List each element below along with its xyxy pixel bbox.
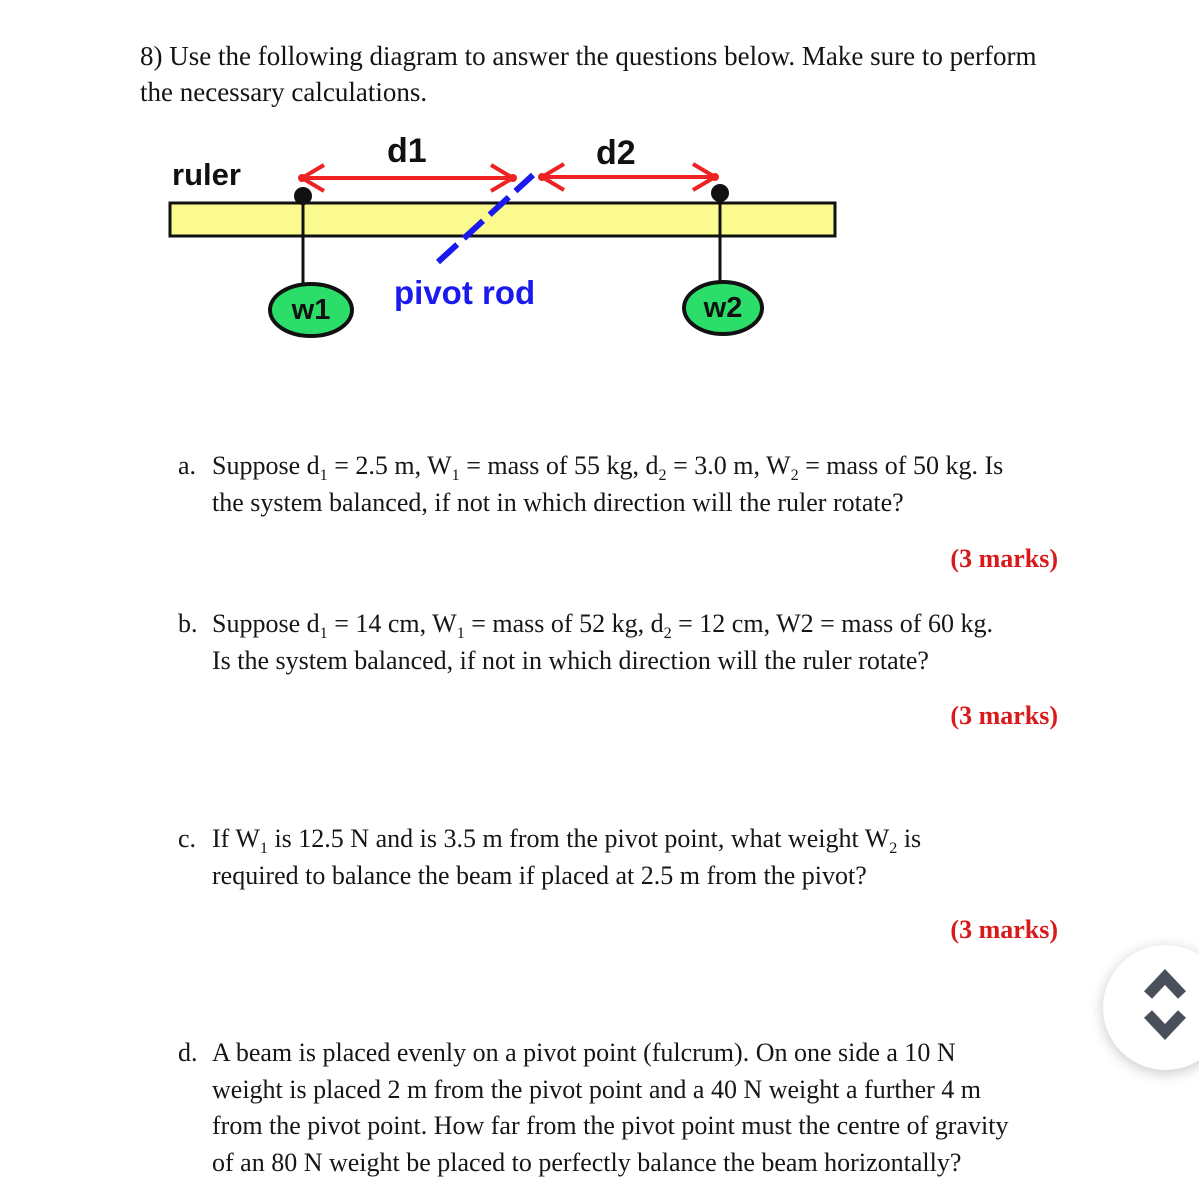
question-a-label: a. bbox=[178, 451, 197, 480]
question-c bbox=[178, 821, 921, 894]
d2-arrow-tip-dot-left bbox=[538, 173, 546, 181]
scroll-navigation-fab[interactable] bbox=[1103, 945, 1199, 1070]
question-d-line-3: from the pivot point. How far from the pivot point must the centre of gravity bbox=[212, 1111, 1009, 1140]
question-a-text bbox=[212, 448, 1003, 521]
ruler-label: ruler bbox=[172, 157, 241, 192]
question-a-marks: (3 marks) bbox=[950, 544, 1058, 573]
question-a-line-1: Suppose $d_1 = 2.5$ m, $W_1$ = mass of 55 kg, $d_2 = 3.0$ m, $W_2$ = mass of 50 kg. Is bbox=[212, 451, 1004, 485]
question-c-line-1: If $W_1$ is 12.5 N and is 3.5 m from the pivot point, what weight $W_2$ is bbox=[212, 824, 922, 858]
question-c-text bbox=[212, 821, 921, 894]
question-b-text bbox=[212, 606, 993, 679]
w2-label: w2 bbox=[703, 292, 743, 324]
w2-attach-dot bbox=[711, 184, 729, 202]
d1-label: d1 bbox=[387, 132, 427, 170]
heading-line-2: the necessary calculations. bbox=[140, 77, 428, 107]
question-b-marks: (3 marks) bbox=[950, 701, 1058, 730]
question-c-marks: (3 marks) bbox=[950, 915, 1058, 944]
d1-arrow-tip-dot-right bbox=[509, 174, 517, 182]
question-8-heading bbox=[140, 38, 1037, 110]
question-c-label: c. bbox=[178, 824, 197, 853]
question-d-text bbox=[212, 1035, 1008, 1181]
ruler-bar bbox=[170, 203, 835, 236]
question-b-label: b. bbox=[178, 609, 198, 638]
question-d bbox=[178, 1035, 1008, 1181]
chevron-down-icon[interactable] bbox=[1148, 1014, 1182, 1032]
w1-attach-dot bbox=[294, 187, 312, 205]
question-c-line-2: required to balance the beam if placed at 2.5 m from the pivot? bbox=[212, 860, 867, 890]
d1-arrow-tip-dot-left bbox=[298, 174, 306, 182]
question-b-line-1: Suppose $d_1 = 14$ cm, $W_1$ = mass of 52 kg, $d_2 = 12$ cm, W2 = mass of 60 kg. bbox=[212, 609, 993, 643]
question-a bbox=[178, 448, 1003, 521]
d2-label: d2 bbox=[596, 134, 636, 172]
heading-line-1: 8) Use the following diagram to answer the questions below. Make sure to perform bbox=[140, 41, 1037, 71]
w1-label: w1 bbox=[291, 294, 331, 326]
question-b-line-2: Is the system balanced, if not in which direction will the ruler rotate? bbox=[212, 645, 929, 675]
question-d-line-1: A beam is placed evenly on a pivot point (fulcrum). On one side a 10 N bbox=[212, 1038, 956, 1067]
chevron-up-icon[interactable] bbox=[1148, 977, 1182, 995]
question-d-label: d. bbox=[178, 1038, 198, 1067]
question-a-line-2: the system balanced, if not in which direction will the ruler rotate? bbox=[212, 487, 904, 517]
question-d-line-2: weight is placed 2 m from the pivot point and a 40 N weight a further 4 m bbox=[212, 1074, 981, 1104]
d2-arrow-tip-dot-right bbox=[711, 173, 719, 181]
question-b bbox=[178, 606, 993, 679]
question-d-line-4: of an 80 N weight be placed to perfectly balance the beam horizontally? bbox=[212, 1147, 962, 1177]
pivot-rod-label: pivot rod bbox=[394, 274, 536, 311]
